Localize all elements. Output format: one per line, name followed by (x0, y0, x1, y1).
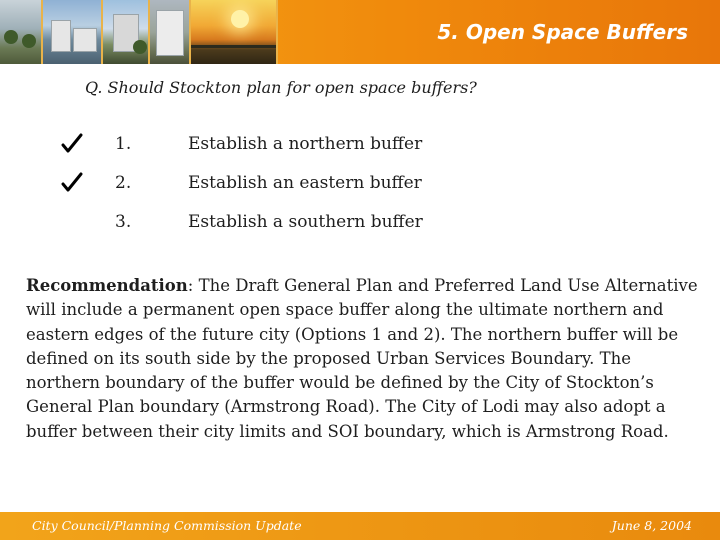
footer-meeting-name: City Council/Planning Commission Update (32, 518, 302, 533)
checkmark-icon (60, 132, 84, 156)
waterfront-photo (0, 0, 43, 64)
header-photo-strip (0, 0, 278, 64)
option-text: Establish a northern buffer (188, 134, 423, 154)
header-banner (0, 0, 720, 64)
recommendation-paragraph (26, 274, 698, 444)
option-number: 1. (115, 134, 132, 154)
footer-bar (0, 512, 720, 540)
recommendation-body: : The Draft General Plan and Preferred Land Use Alternative will include a permanent open space buffer along the ultimate northern and eastern edges of the future city (Options 1 and 2). The northern buffer will be defined on its south side by the proposed Urban Services Boundary. The northern boundary of the buffer would be defined by the City of Stockton’s General Plan boundary (Armstrong Road). The City of Lodi may also adopt a buffer between their city limits and SOI boundary, which is Armstrong Road. (26, 276, 698, 441)
recommendation-label: Recommendation (26, 276, 188, 295)
sunset-field-photo (191, 0, 278, 64)
downtown-photo (43, 0, 103, 64)
slide-title: 5. Open Space Buffers (437, 20, 688, 44)
footer-date: June 8, 2004 (611, 518, 692, 533)
option-number: 2. (115, 173, 132, 193)
option-text: Establish an eastern buffer (188, 173, 422, 193)
question-text: Q. Should Stockton plan for open space buffers? (85, 78, 477, 97)
sun-graphic (231, 10, 249, 28)
checkmark-icon (60, 171, 84, 195)
street-photo (103, 0, 150, 64)
option-number: 3. (115, 212, 132, 232)
building-photo (150, 0, 191, 64)
option-text: Establish a southern buffer (188, 212, 423, 232)
